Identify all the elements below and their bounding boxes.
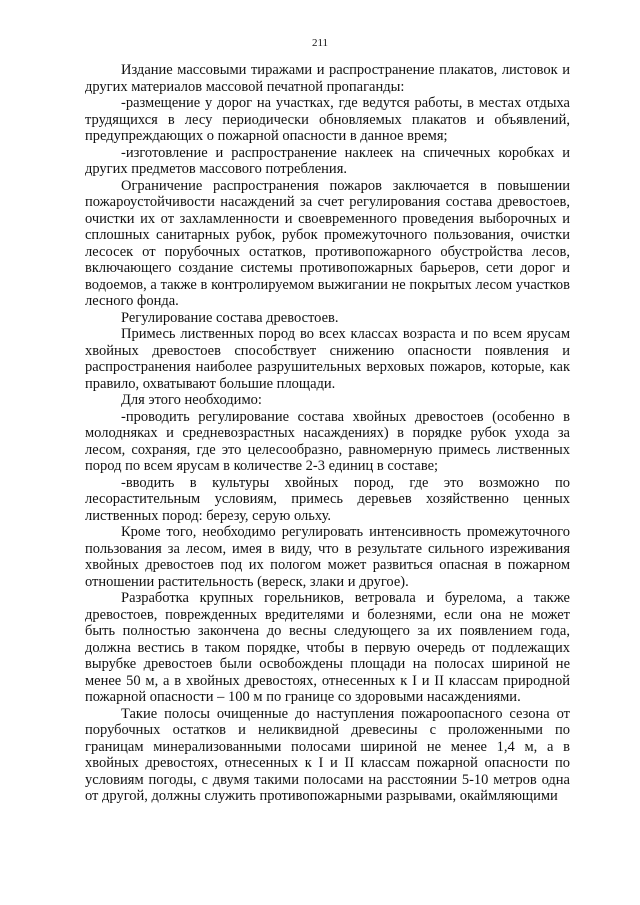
paragraph-requirements-intro: Для этого необходимо: [121, 392, 262, 408]
paragraph-posters-near-roads: -размещение у дорог на участках, где ведутся работы, в местах отдыха трудящихся в лесу периодически обновляемых плакатов и объявлений, предупреждающих о пожарной опасности в данное время; [85, 95, 570, 144]
paragraph-match-stickers: -изготовление и распространение наклеек на спичечных коробках и других предметов массового потребления. [85, 144, 570, 177]
paragraph-cleared-strips: Такие полосы очищенные до наступления пожароопасного сезона от порубочных остатков и неликвидной древесины с проложенными по границам минерализованными полосами шириной не менее 1,4 м, а в хвойных древостоях, отнесенных к I и II классам пожарной опасности по условиям погоды, с двумя такими полосами на расстоянии 5-10 метров одна от другой, должны служить противопожарными разрывами, окаймляющими [85, 705, 570, 804]
page-body [85, 62, 570, 805]
paragraph-fire-spread-limitation: Ограничение распространения пожаров заключается в повышении пожароустойчивости насаждений за счет регулирования состава древостоев, очистки их от захламленности и своевременного проведения выборочных и сплошных санитарных рубок, рубок промежуточного пользования, очистки лесосек от порубочных остатков, противопожарного обустройства лесов, включающего создание системы противопожарных барьеров, сети дорог и водоемов, а также в контролируемом выжигании не покрытых лесом участков лесного фонда. [85, 177, 570, 309]
paragraph-deciduous-admixture: Примесь лиственных пород во всех классах возраста и по всем ярусам хвойных древостоев способствует снижению опасности появления и распространения наиболее разрушительных верховых пожаров, которые, как правило, охватывают большие площади. [85, 326, 570, 392]
paragraph-burnt-areas-clearing: Разработка крупных горельников, ветровала и бурелома, а также древостоев, поврежденных вредителями и болезнями, если она не может быть полностью закончена до весны следующего за их появлением года, должна вестись в таком порядке, чтобы в первую очередь от подлежащих вырубке древостоев были освобождены площади на полосах шириной не менее 50 м, а в хвойных древостоях, отнесенных к I и II классам природной пожарной опасности – 100 м по границе со здоровыми насаждениями. [85, 590, 570, 705]
paragraph-thinning-intensity: Кроме того, необходимо регулировать интенсивность промежуточного пользования за лесом, имея в виду, что в результате сильного изреживания хвойных древостоев под их пологом может развиться опасная в пожарном отношении растительность (вереск, злаки и другое). [85, 524, 570, 590]
paragraph-leaflets: Издание массовыми тиражами и распространение плакатов, листовок и других материалов массовой печатной пропаганды: [85, 62, 570, 95]
paragraph-regulate-conifers: -проводить регулирование состава хвойных древостоев (особенно в молодняках и средневозрастных насаждениях) в порядке рубок ухода за лесом, сохраняя, где это целесообразно, равномерную примесь лиственных пород по всем ярусам в количестве 2-3 единиц в составе; [85, 408, 570, 474]
page-number: 211 [311, 37, 329, 49]
paragraph-introduce-deciduous: -вводить в культуры хвойных пород, где это возможно по лесорастительным условиям, примесь деревьев хозяйственно ценных лиственных пород: березу, серую ольху. [85, 474, 570, 524]
paragraph-stand-composition-heading: Регулирование состава древостоев. [121, 309, 339, 326]
